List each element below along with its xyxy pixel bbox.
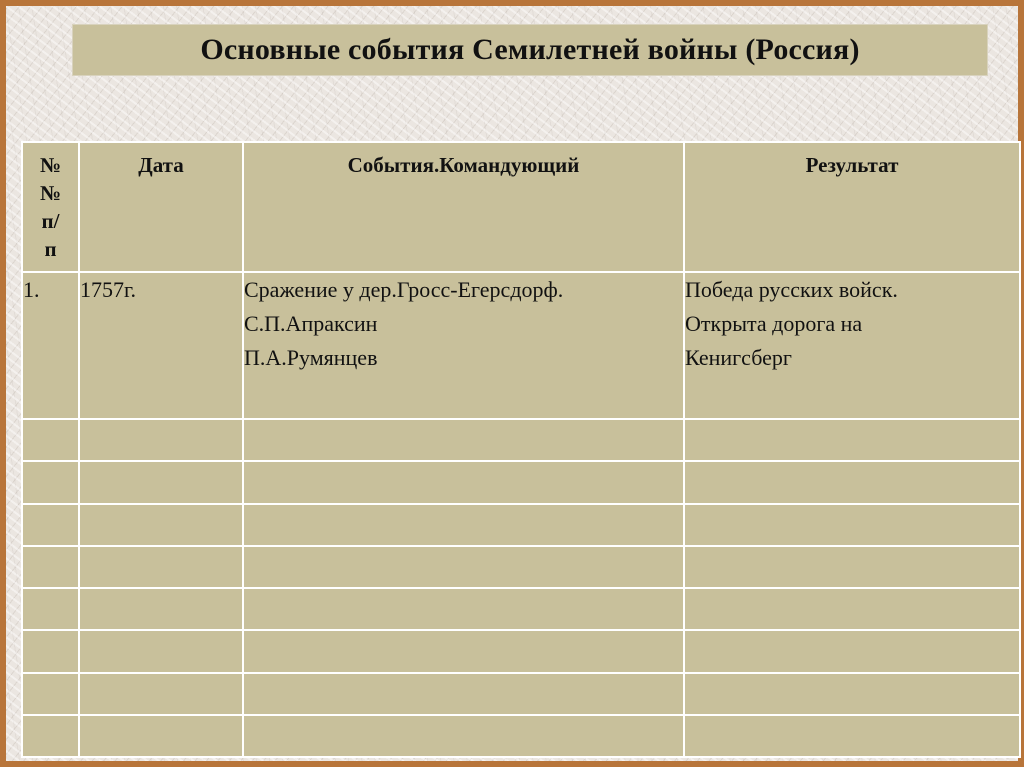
empty-cell	[79, 673, 243, 715]
empty-cell	[79, 630, 243, 672]
empty-row	[22, 461, 1020, 503]
empty-row	[22, 588, 1020, 630]
table-header-row	[22, 142, 1020, 272]
empty-cell	[243, 715, 684, 757]
header-events: События.Командующий	[243, 142, 684, 272]
empty-cell	[79, 588, 243, 630]
page-title: Основные события Семилетней войны (Россия)	[200, 33, 860, 66]
empty-cell	[22, 461, 79, 503]
empty-cell	[684, 546, 1020, 588]
event-line: Сражение у дер.Гросс-Егерсдорф.	[244, 277, 564, 302]
empty-cell	[243, 504, 684, 546]
row-date: 1757г.	[79, 272, 243, 419]
empty-row	[22, 546, 1020, 588]
empty-cell	[79, 461, 243, 503]
empty-cell	[22, 546, 79, 588]
empty-row	[22, 419, 1020, 461]
empty-row	[22, 630, 1020, 672]
header-number-line: №	[39, 153, 62, 177]
empty-row	[22, 715, 1020, 757]
empty-cell	[243, 630, 684, 672]
empty-cell	[79, 419, 243, 461]
row-events	[243, 272, 684, 419]
result-line: Победа русских войск.	[685, 277, 898, 302]
empty-cell	[243, 673, 684, 715]
table-row	[22, 272, 1020, 419]
empty-cell	[684, 588, 1020, 630]
empty-cell	[243, 588, 684, 630]
header-date: Дата	[79, 142, 243, 272]
row-number: 1.	[22, 272, 79, 419]
empty-cell	[79, 504, 243, 546]
row-result	[684, 272, 1020, 419]
empty-cell	[243, 546, 684, 588]
empty-row	[22, 673, 1020, 715]
header-result: Результат	[684, 142, 1020, 272]
header-number-line: п/	[41, 209, 60, 233]
header-number-line: п	[44, 237, 57, 261]
empty-row	[22, 504, 1020, 546]
empty-cell	[79, 715, 243, 757]
empty-cell	[22, 588, 79, 630]
empty-cell	[22, 673, 79, 715]
empty-cell	[22, 419, 79, 461]
empty-cell	[22, 504, 79, 546]
result-line: Открыта дорога на	[685, 311, 863, 336]
result-line: Кенигсберг	[685, 345, 792, 370]
commander-line: С.П.Апраксин	[244, 311, 378, 336]
empty-cell	[22, 630, 79, 672]
empty-cell	[684, 715, 1020, 757]
events-table	[21, 141, 1021, 758]
empty-cell	[243, 461, 684, 503]
empty-cell	[684, 630, 1020, 672]
header-number	[22, 142, 79, 272]
empty-cell	[79, 546, 243, 588]
empty-cell	[684, 504, 1020, 546]
commander-line: П.А.Румянцев	[244, 345, 378, 370]
empty-cell	[684, 673, 1020, 715]
title-banner	[72, 24, 988, 76]
empty-cell	[684, 461, 1020, 503]
empty-cell	[22, 715, 79, 757]
empty-cell	[684, 419, 1020, 461]
header-number-line: №	[39, 181, 62, 205]
empty-cell	[243, 419, 684, 461]
